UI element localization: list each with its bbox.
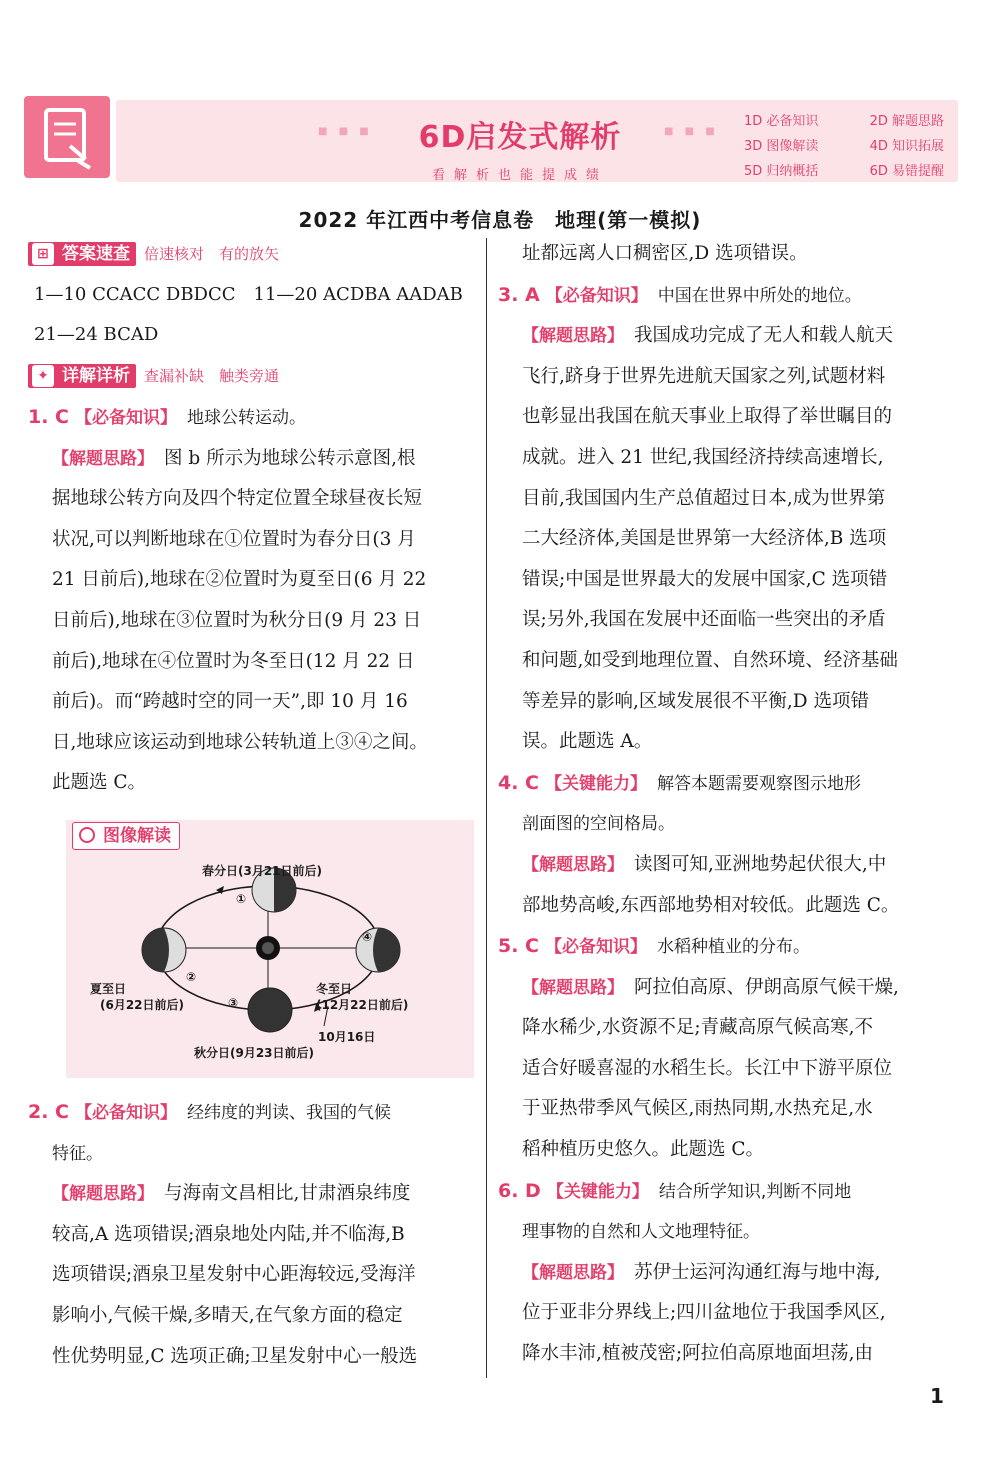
q5-line: 降水稀少,水资源不足;青藏高原气候高寒,不 <box>522 1017 873 1039</box>
label-oct16: 10月16日 <box>318 1030 376 1044</box>
figure-tag: 图像解读 <box>72 822 180 850</box>
q1-line: 前后),地球在④位置时为冬至日(12 月 22 日 <box>52 650 415 672</box>
label-summer-date: (6月22日前后) <box>100 998 185 1012</box>
q3-line: 误。此题选 A。 <box>522 731 653 753</box>
orbit-diagram <box>66 820 474 1078</box>
label-p1: ① <box>236 892 247 906</box>
answers-line-2: 21—24 BCAD <box>34 324 159 346</box>
q1-line: 据地球公转方向及四个特定位置全球昼夜长短 <box>52 488 423 510</box>
q6-knowledge: 结合所学知识,判断不同地 <box>658 1181 852 1202</box>
q5-knowledge-tag: 【必备知识】 <box>545 937 647 958</box>
q6-number: 6. D <box>498 1179 541 1202</box>
q2-line: 性优势明显,C 选项正确;卫星发射中心一般选 <box>52 1345 418 1367</box>
q3-line-0: 【解题思路】 我国成功完成了无人和载人航天 <box>522 325 894 347</box>
answers-subtitle: 倍速核对 有的放矢 <box>144 245 280 263</box>
q3-line: 目前,我国国内生产总值超过日本,成为世界第 <box>522 487 886 509</box>
q2-heading <box>28 1092 476 1134</box>
q6-line: 降水丰沛,植被茂密;阿拉伯高原地面坦荡,由 <box>522 1343 873 1365</box>
label-p4: ④ <box>362 930 373 944</box>
q2-knowledge-tag: 【必备知识】 <box>75 1103 177 1123</box>
q6-think-tag: 【解题思路】 <box>522 1262 624 1283</box>
label-winter: 冬至日 <box>316 982 353 996</box>
q5-knowledge: 水稻种植业的分布。 <box>657 937 810 958</box>
header-title: 6D启发式解析 <box>418 120 622 155</box>
legend-4d: 4D 知识拓展 <box>869 139 944 154</box>
q5-line-0: 【解题思路】 阿拉伯高原、伊朗高原气候干燥, <box>522 976 899 998</box>
q4-ability-tag: 【关键能力】 <box>545 773 647 794</box>
q1-knowledge: 地球公转运动。 <box>187 407 306 428</box>
header-legend <box>744 110 944 179</box>
label-p3: ③ <box>228 996 239 1010</box>
q4-number: 4. C <box>498 771 539 794</box>
q2-line: 选项错误;酒泉卫星发射中心距海较远,受海洋 <box>52 1264 416 1286</box>
q4-think-tag: 【解题思路】 <box>522 854 624 875</box>
label-spring: 春分日(3月21日前后) <box>202 864 323 878</box>
q4-line: 部地势高峻,东西部地势相对较低。此题选 C。 <box>522 894 900 916</box>
q1-knowledge-tag: 【必备知识】 <box>75 407 177 428</box>
column-divider <box>486 238 487 1378</box>
q1-number: 1. C <box>28 405 69 428</box>
q4-knowledge: 解答本题需要观察图示地形 <box>657 773 861 794</box>
header-logo-icon <box>24 96 110 178</box>
q4-knowledge-cont: 剖面图的空间格局。 <box>522 814 675 835</box>
legend-3d: 3D 图像解读 <box>744 139 819 154</box>
detail-subtitle: 查漏补缺 触类旁通 <box>144 367 280 386</box>
q1-line: 日,地球应该运动到地球公转轨道上③④之间。 <box>52 731 428 753</box>
q1-line: 日前后),地球在③位置时为秋分日(9 月 23 日 <box>52 609 422 631</box>
q1-heading <box>28 397 476 439</box>
q6-heading <box>498 1171 944 1213</box>
header-dots-left: ■ ■ ■ <box>318 126 373 137</box>
page-number: 1 <box>930 1384 944 1408</box>
legend-5d: 5D 归纳概括 <box>744 164 819 179</box>
answers-line-1: 1—10 CCACC DBDCC 11—20 ACDBA AADAB <box>34 283 463 305</box>
q5-number: 5. C <box>498 935 539 958</box>
label-summer: 夏至日 <box>90 982 127 996</box>
q3-line: 成就。进入 21 世纪,我国经济持续高速增长, <box>522 446 884 468</box>
detail-tag: ✦ 详解详析 <box>28 364 136 388</box>
q5-line: 稻种植历史悠久。此题选 C。 <box>522 1139 765 1161</box>
q5-line: 于亚热带季风气候区,雨热同期,水热充足,水 <box>522 1098 873 1120</box>
q3-think-tag: 【解题思路】 <box>522 326 624 347</box>
label-winter-date: (12月22日前后) <box>316 998 409 1012</box>
q5-heading <box>498 926 944 968</box>
earth-2-icon <box>142 928 186 972</box>
legend-2d: 2D 解题思路 <box>869 114 944 129</box>
q1-line: 此题选 C。 <box>52 772 147 794</box>
q3-knowledge: 中国在世界中所处的地位。 <box>657 285 862 306</box>
left-column <box>28 234 476 804</box>
legend-1d: 1D 必备知识 <box>744 114 819 129</box>
q5-line: 适合好暖喜湿的水稻生长。长江中下游平原位 <box>522 1057 893 1079</box>
q3-line: 也彰显出我国在航天事业上取得了举世瞩目的 <box>522 406 893 428</box>
q2-number: 2. C <box>28 1101 69 1123</box>
q3-line: 飞行,跻身于世界先进航天国家之列,试题材料 <box>522 365 886 387</box>
label-autumn: 秋分日(9月23日前后) <box>194 1046 315 1060</box>
q1-line: 前后)。而“跨越时空的同一天”,即 10 月 16 <box>52 691 408 713</box>
q2-line: 较高,A 选项错误;酒泉地处内陆,并不临海,B <box>52 1223 405 1245</box>
q1-think-tag: 【解题思路】 <box>52 448 154 469</box>
q5-think-tag: 【解题思路】 <box>522 977 624 998</box>
q1-line: 21 日前后),地球在②位置时为夏至日(6 月 22 <box>52 569 427 591</box>
q6-ability-tag: 【关键能力】 <box>546 1181 649 1202</box>
detail-header <box>28 356 476 397</box>
q3-line: 误;另外,我国在发展中还面临一些突出的矛盾 <box>522 609 886 631</box>
grid-icon: ⊞ <box>32 243 54 265</box>
q1-line-0: 【解题思路】 图 b 所示为地球公转示意图,根 <box>52 447 416 469</box>
q3-line: 和问题,如受到地理位置、自然环境、经济基础 <box>522 649 898 671</box>
q3-heading <box>498 275 944 317</box>
q4-heading <box>498 763 944 805</box>
q3-line: 等差异的影响,区域发展很不平衡,D 选项错 <box>522 690 869 712</box>
q6-line-0: 【解题思路】 苏伊士运河沟通红海与地中海, <box>522 1261 881 1283</box>
q1-line: 状况,可以判断地球在①位置时为春分日(3 月 <box>52 528 416 550</box>
q2-think-tag: 【解题思路】 <box>52 1184 154 1205</box>
q3-number: 3. A <box>498 283 540 306</box>
earth-3-icon <box>248 988 292 1032</box>
orbit-figure <box>66 820 474 1078</box>
header-dots-right: ■ ■ ■ <box>664 126 719 137</box>
q3-line: 二大经济体,美国是世界第一大经济体,B 选项 <box>522 528 887 550</box>
answers-tag: ⊞ 答案速查 <box>28 242 136 266</box>
q4-line-0: 【解题思路】 读图可知,亚洲地势起伏很大,中 <box>522 853 887 875</box>
q6-line: 位于亚非分界线上;四川盆地位于我国季风区, <box>522 1302 886 1324</box>
figure-icon <box>79 827 95 843</box>
q2-block <box>28 1092 476 1377</box>
q2-continuation: 址都远离人口稠密区,D 选项错误。 <box>522 243 808 264</box>
document-title: 2022 年江西中考信息卷 地理(第一模拟) <box>298 208 702 232</box>
right-column <box>498 234 944 1375</box>
legend-6d: 6D 易错提醒 <box>869 164 944 179</box>
answers-header <box>28 234 476 275</box>
q2-knowledge-cont: 特征。 <box>52 1143 103 1164</box>
q3-knowledge-tag: 【必备知识】 <box>545 285 648 306</box>
q2-knowledge: 经纬度的判读、我国的气候 <box>187 1103 391 1123</box>
q2-line: 影响小,气候干燥,多晴天,在气象方面的稳定 <box>52 1304 403 1326</box>
q2-line-0: 【解题思路】 与海南文昌相比,甘肃酒泉纬度 <box>52 1183 411 1205</box>
q3-line: 错误;中国是世界最大的发展中国家,C 选项错 <box>522 568 888 590</box>
lightbulb-icon: ✦ <box>32 365 54 387</box>
label-p2: ② <box>186 970 197 984</box>
header-subtitle: 看解析也能提成绩 <box>431 168 608 183</box>
q6-knowledge-cont: 理事物的自然和人文地理特征。 <box>522 1222 760 1243</box>
